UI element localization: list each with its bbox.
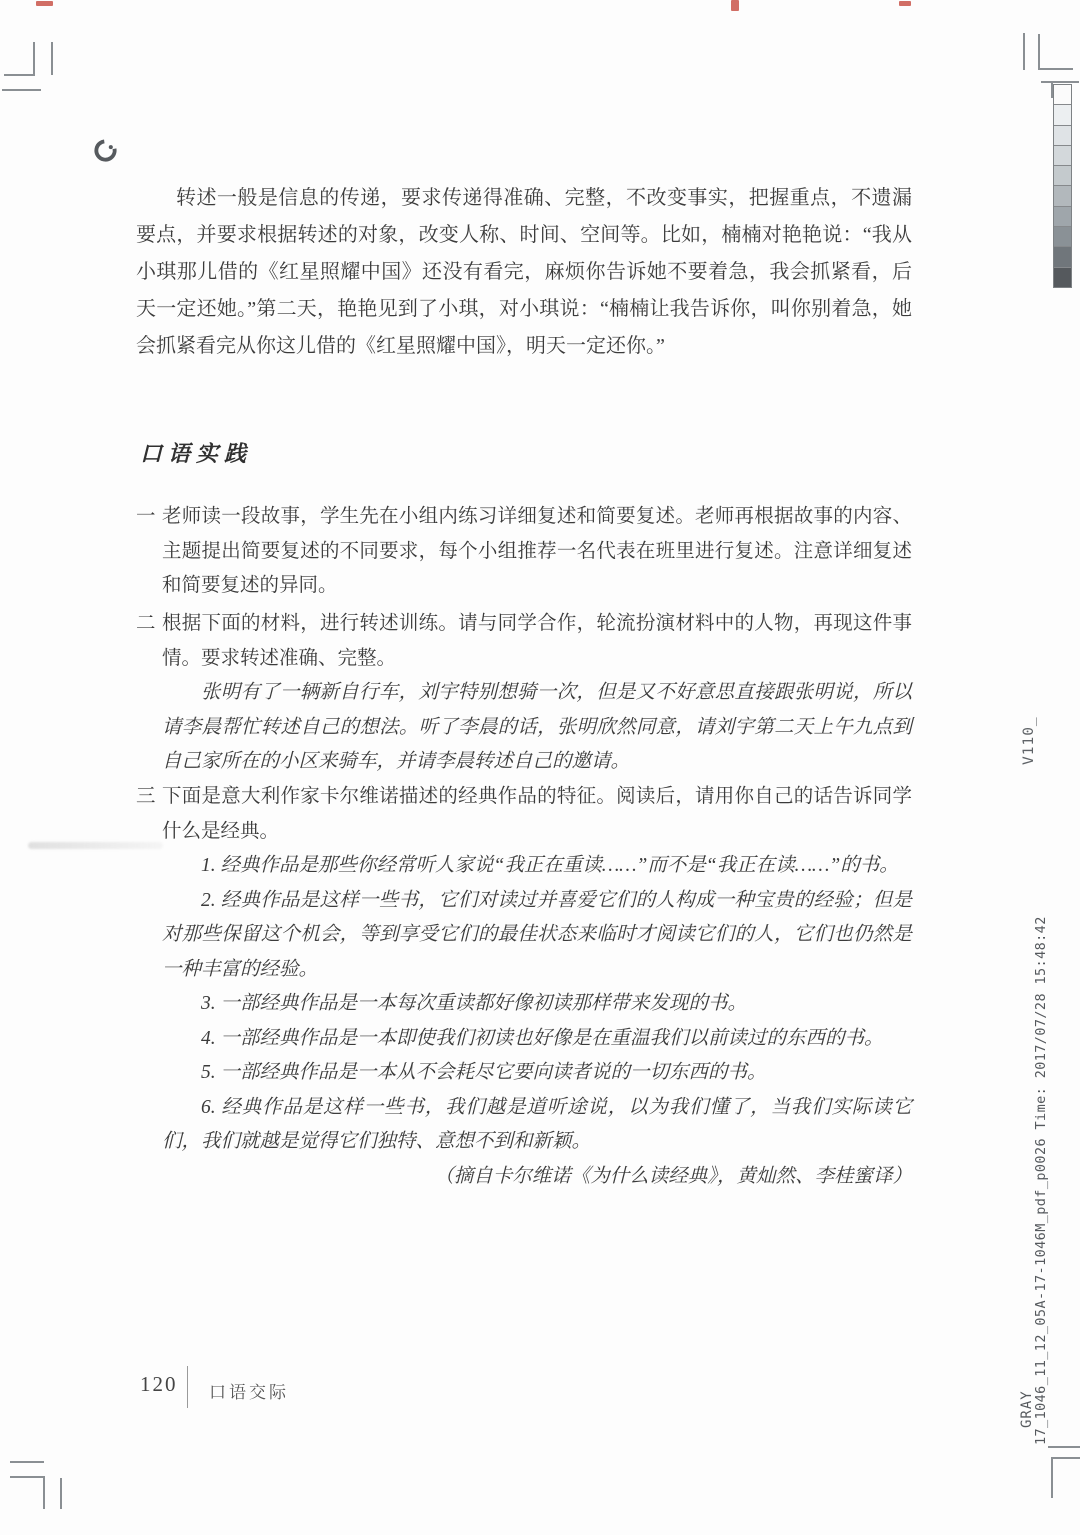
grayscale-step xyxy=(1054,166,1071,186)
registration-mark xyxy=(2,89,41,91)
exercise-3 xyxy=(136,780,912,1194)
classic-feature-item-2: 2. 经典作品是这样一些书，它们对读过并喜爱它们的人构成一种宝贵的经验；但是对那些保留这个机会，等到享受它们的最佳状态来临时才阅读它们的人，它们也仍然是一种丰富的经验。 xyxy=(162,889,912,980)
footer-divider xyxy=(187,1366,188,1408)
exercise-3-marker: 三 xyxy=(136,786,156,807)
page-number: 120 xyxy=(140,1372,178,1396)
registration-mark xyxy=(1041,81,1079,83)
footer-section-label: 口语交际 xyxy=(209,1383,289,1402)
red-press-mark xyxy=(36,1,53,6)
registration-mark xyxy=(1051,1457,1080,1459)
section-heading: 口语实践 xyxy=(140,441,253,466)
red-press-mark xyxy=(899,1,911,6)
classic-feature-item-6: 6. 经典作品是这样一些书，我们越是道听途说，以为我们懂了，当我们实际读它们，我们就越是觉得它们独特、意想不到和新颖。 xyxy=(162,1096,912,1152)
exercise-1-body xyxy=(162,500,912,604)
registration-mark xyxy=(4,74,35,76)
registration-mark xyxy=(33,42,35,76)
publisher-logo-icon xyxy=(92,137,119,164)
grayscale-step xyxy=(1054,146,1071,166)
grayscale-step xyxy=(1054,126,1071,146)
grayscale-step xyxy=(1054,247,1071,267)
exercise-2-text: 根据下面的材料，进行转述训练。请与同学合作，轮流扮演材料中的人物，再现这件事情。要求转述准确、完整。 xyxy=(162,613,912,669)
registration-mark xyxy=(1038,68,1073,70)
intro-paragraph: 转述一般是信息的传递，要求传递得准确、完整，不改变事实，把握重点，不遗漏要点，并要求根据转述的对象，改变人称、时间、空间等。比如，楠楠对艳艳说：“我从小琪那儿借的《红星照耀中国》还没有看完，麻烦你告诉她不要着急，我会抓紧看，后天一定还她。”第二天，艳艳见到了小琪，对小琪说：“楠楠让我告诉你，叫你别着急，她会抓紧看完从你这儿借的《红星照耀中国》，明天一定还你。” xyxy=(136,187,912,357)
grayscale-step xyxy=(1054,227,1071,247)
grayscale-step xyxy=(1054,105,1071,125)
exercise-2 xyxy=(136,607,912,780)
scan-id-vertical-text: 17_1046_11_12_05A-17-1046M_pdf_p0026 Time: 2017/07/28 15:48:42 xyxy=(1033,916,1049,1445)
classic-feature-item-4: 4. 一部经典作品是一本即使我们初读也好像是在重温我们以前读过的东西的书。 xyxy=(201,1027,884,1049)
exercise-3-text: 下面是意大利作家卡尔维诺描述的经典作品的特征。阅读后，请用你自己的话告诉同学什么是经典。 xyxy=(162,786,912,842)
classic-feature-item-3: 3. 一部经典作品是一本每次重读都好像初读那样带来发现的书。 xyxy=(201,993,748,1014)
grayscale-calibration-strip xyxy=(1053,84,1072,288)
registration-mark xyxy=(60,1478,62,1509)
exercise-2-body xyxy=(162,607,912,780)
exercise-2-material: 张明有了一辆新自行车，刘宇特别想骑一次，但是又不好意思直接跟张明说，所以请李晨帮忙转述自己的想法。听了李晨的话，张明欣然同意，请刘宇第二天上午九点到自己家所在的小区来骑车，并请李晨转述自己的邀请。 xyxy=(162,682,912,772)
spine-code-vertical-text: V110_ xyxy=(1021,716,1037,765)
exercise-3-body xyxy=(162,780,912,1194)
source-attribution: （摘自卡尔维诺《为什么读经典》，黄灿然、李桂蜜译） xyxy=(434,1165,912,1187)
registration-mark xyxy=(1051,1457,1053,1498)
grayscale-step xyxy=(1054,207,1071,227)
registration-mark xyxy=(51,42,53,75)
exercise-1-marker: 一 xyxy=(136,506,156,527)
grayscale-step xyxy=(1054,268,1071,287)
grayscale-step xyxy=(1054,186,1071,206)
registration-mark xyxy=(10,1461,44,1463)
registration-mark xyxy=(10,1476,45,1478)
gray-label-vertical-text: GRAY xyxy=(1019,1390,1035,1428)
classic-feature-item-1: 1. 经典作品是那些你经常听人家说“我正在重读……”而不是“我正在读……”的书。 xyxy=(201,855,899,876)
grayscale-step xyxy=(1054,85,1071,105)
registration-mark xyxy=(43,1476,45,1509)
classic-feature-item-5: 5. 一部经典作品是一本从不会耗尽它要向读者说的一切东西的书。 xyxy=(201,1062,767,1083)
exercise-1 xyxy=(136,500,912,604)
registration-mark xyxy=(1023,33,1025,70)
exercise-2-marker: 二 xyxy=(136,613,156,634)
red-press-mark xyxy=(731,0,739,11)
exercise-1-text: 老师读一段故事，学生先在小组内练习详细复述和简要复述。老师再根据故事的内容、主题提出简要复述的不同要求，每个小组推荐一名代表在班里进行复述。注意详细复述和简要复述的异同。 xyxy=(162,506,912,596)
registration-mark xyxy=(1048,1446,1080,1448)
registration-mark xyxy=(1038,34,1040,70)
